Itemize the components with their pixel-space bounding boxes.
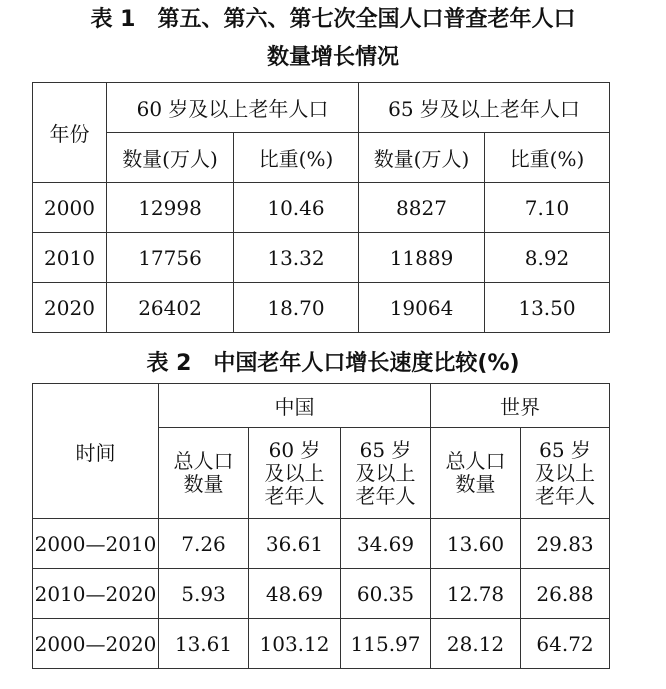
- table-row: [33, 569, 610, 619]
- sub-ratio-60: 比重(%): [234, 133, 359, 183]
- cell-ratio-60: 13.32: [234, 233, 359, 283]
- cell-cn-65: 115.97: [341, 619, 431, 669]
- table1: [32, 82, 610, 333]
- cell-cn-total: 7.26: [159, 519, 249, 569]
- cell-ratio-65: 8.92: [485, 233, 610, 283]
- table1-title-line1: 表 1 第五、第六、第七次全国人口普查老年人口: [90, 7, 576, 32]
- cell-count-60: 17756: [107, 233, 234, 283]
- table2-title: 表 2 中国老年人口增长速度比较(%): [146, 351, 520, 376]
- time-header: 时间: [33, 384, 159, 519]
- cell-ratio-65: 7.10: [485, 183, 610, 233]
- cell-year: 2000: [33, 183, 107, 233]
- world-header: 世界: [431, 384, 610, 428]
- table-row: [33, 283, 610, 333]
- year-header: 年份: [33, 83, 107, 183]
- cell-count-65: 11889: [359, 233, 485, 283]
- table2: [32, 383, 610, 669]
- cell-cn-total: 5.93: [159, 569, 249, 619]
- table-row: [33, 619, 610, 669]
- sub-cn-65: 65 岁及以上老年人: [341, 428, 431, 519]
- sub-cn-total: 总人口数量: [159, 428, 249, 519]
- cell-ratio-60: 18.70: [234, 283, 359, 333]
- cell-count-60: 26402: [107, 283, 234, 333]
- cell-ratio-60: 10.46: [234, 183, 359, 233]
- cell-cn-65: 60.35: [341, 569, 431, 619]
- cell-w-65: 26.88: [521, 569, 610, 619]
- sub-w-total: 总人口数量: [431, 428, 521, 519]
- china-header: 中国: [159, 384, 431, 428]
- table-row: [33, 233, 610, 283]
- cell-year: 2010: [33, 233, 107, 283]
- cell-w-total: 12.78: [431, 569, 521, 619]
- table1-title-line2: 数量增长情况: [266, 45, 399, 70]
- cell-count-65: 19064: [359, 283, 485, 333]
- cell-cn-65: 34.69: [341, 519, 431, 569]
- sub-cn-60: 60 岁及以上老年人: [249, 428, 341, 519]
- sub-count-60: 数量(万人): [107, 133, 234, 183]
- sub-ratio-65: 比重(%): [485, 133, 610, 183]
- cell-period: 2000—2010: [33, 519, 159, 569]
- cell-count-65: 8827: [359, 183, 485, 233]
- cell-cn-60: 48.69: [249, 569, 341, 619]
- cell-cn-total: 13.61: [159, 619, 249, 669]
- cell-w-65: 64.72: [521, 619, 610, 669]
- cell-year: 2020: [33, 283, 107, 333]
- cell-cn-60: 103.12: [249, 619, 341, 669]
- cell-count-60: 12998: [107, 183, 234, 233]
- cell-period: 2000—2020: [33, 619, 159, 669]
- group-65-header: 65 岁及以上老年人口: [359, 83, 610, 133]
- cell-w-total: 28.12: [431, 619, 521, 669]
- cell-w-65: 29.83: [521, 519, 610, 569]
- cell-ratio-65: 13.50: [485, 283, 610, 333]
- sub-w-65: 65 岁及以上老年人: [521, 428, 610, 519]
- cell-period: 2010—2020: [33, 569, 159, 619]
- cell-w-total: 13.60: [431, 519, 521, 569]
- table-row: [33, 519, 610, 569]
- group-60-header: 60 岁及以上老年人口: [107, 83, 359, 133]
- sub-count-65: 数量(万人): [359, 133, 485, 183]
- cell-cn-60: 36.61: [249, 519, 341, 569]
- table-row: [33, 183, 610, 233]
